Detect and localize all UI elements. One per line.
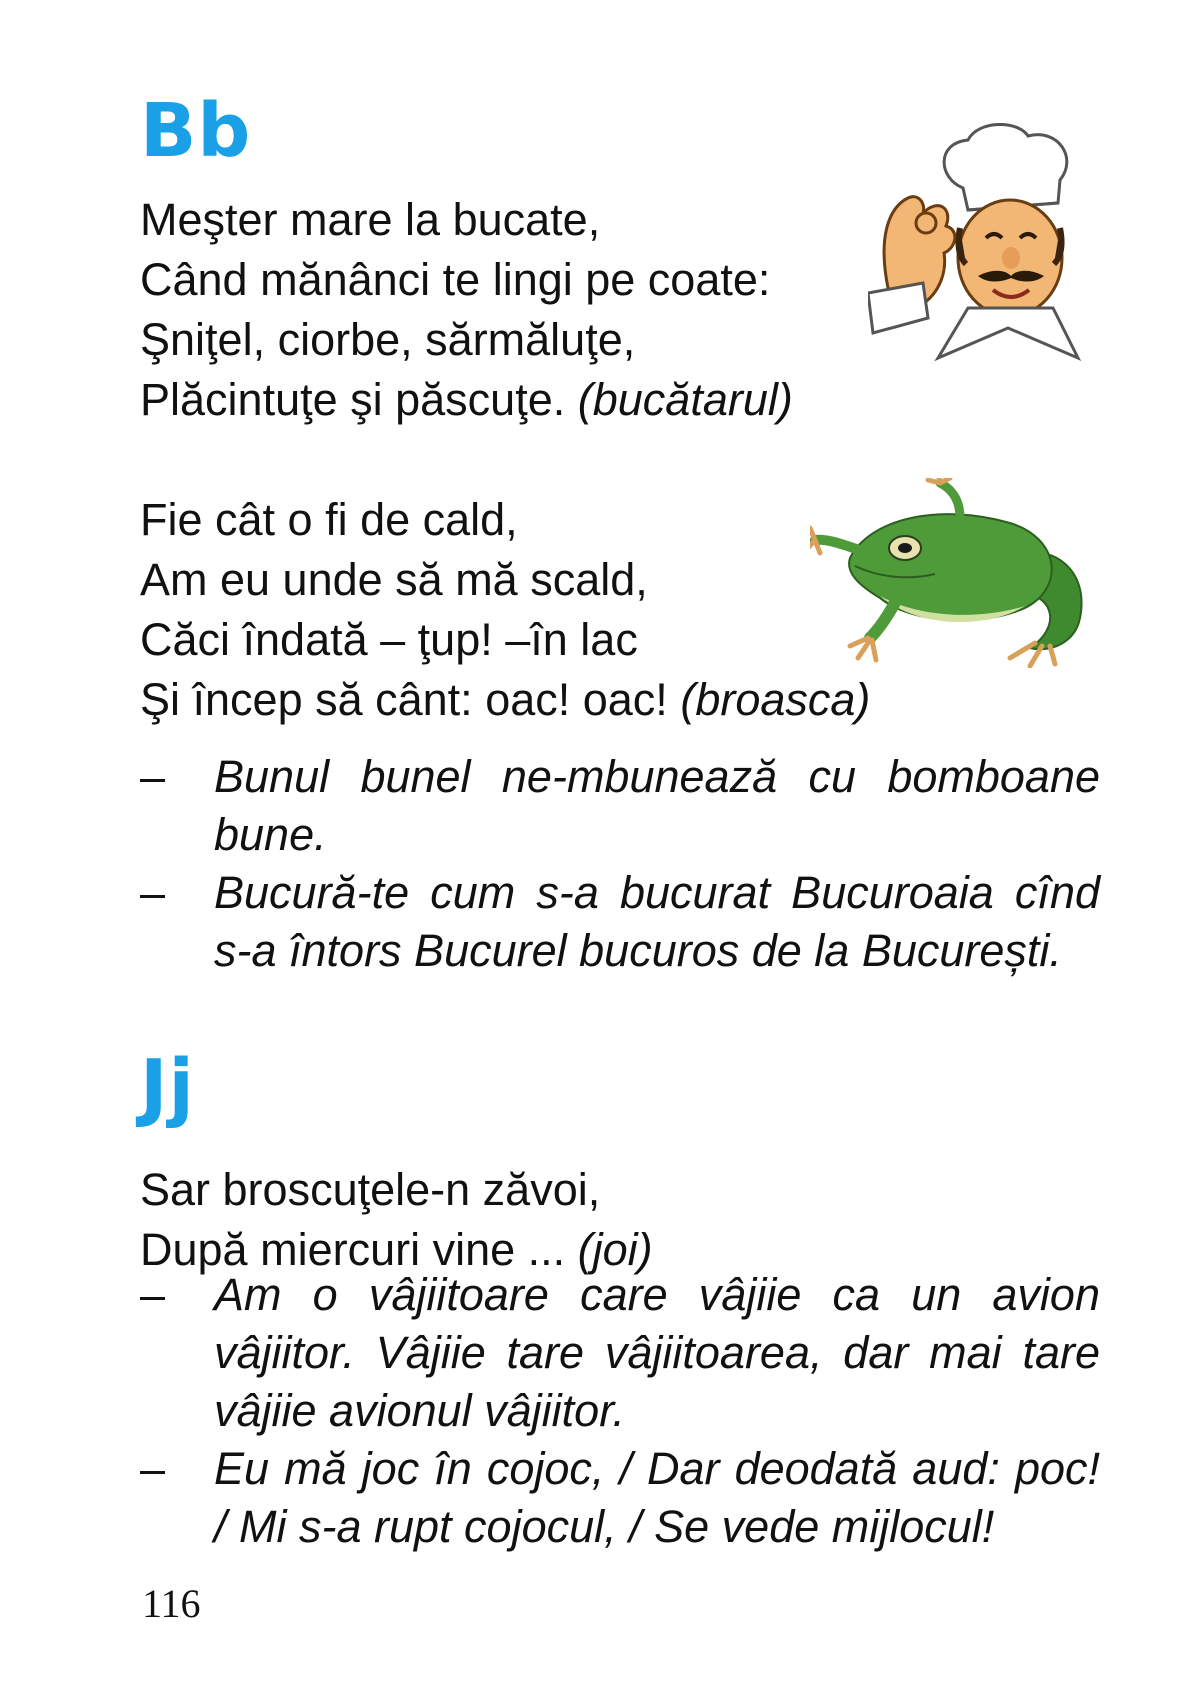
tongue-twister	[140, 748, 1100, 864]
tongue-twister-text: Am o vâjiitoare care vâjiie ca un avion vâjiitor. Vâjiie tare vâjiitoarea, dar mai tare vâjiie avionul vâjiitor.	[214, 1269, 1100, 1436]
riddle-line	[140, 670, 870, 730]
page-number: 116	[142, 1581, 201, 1626]
riddle-answer: (bucătarul)	[577, 374, 793, 425]
tongue-twister-text: Eu mă joc în cojoc, / Dar deodată aud: poc! / Mi s-a rupt cojocul, / Se vede mijlocul!	[214, 1443, 1100, 1552]
riddle-line-text: Plăcintuţe şi păscuţe.	[140, 374, 566, 425]
tongue-twister	[140, 864, 1100, 980]
dash-marker: –	[140, 867, 166, 918]
tongue-twisters-b	[140, 748, 1100, 980]
riddle-line: Sar broscuţele-n zăvoi,	[140, 1164, 601, 1215]
tongue-twister-text: Bucură-te cum s-a bucurat Bucuroaia cînd s-a întors Bucurel bucuros de la București.	[214, 867, 1100, 976]
riddle-answer: (broasca)	[680, 674, 871, 725]
chef-illustration	[868, 118, 1108, 368]
letter-heading-b: Bb	[140, 88, 252, 174]
tongue-twister	[140, 1440, 1100, 1556]
frog-illustration	[810, 478, 1110, 668]
riddle-line: Căci îndată – ţup! –în lac	[140, 614, 638, 665]
riddle-frog	[140, 490, 870, 730]
dash-marker: –	[140, 751, 166, 802]
riddle-answer: (joi)	[577, 1224, 653, 1275]
riddle-line: Când mănânci te lingi pe coate:	[140, 254, 771, 305]
riddle-line-text: Şi încep să cânt: oac! oac!	[140, 674, 668, 725]
riddle-line: Fie cât o fi de cald,	[140, 494, 518, 545]
riddle-line: Şniţel, ciorbe, sărmăluţe,	[140, 314, 636, 365]
riddle-chef	[140, 190, 793, 430]
tongue-twisters-j	[140, 1266, 1100, 1556]
tongue-twister	[140, 1266, 1100, 1440]
riddle-line	[140, 370, 793, 430]
letter-heading-j: Jj	[140, 1044, 195, 1130]
riddle-line: Meşter mare la bucate,	[140, 194, 601, 245]
tongue-twister-text: Bunul bunel ne-mbunează cu bomboane bune.	[214, 751, 1100, 860]
riddle-line: Am eu unde să mă scald,	[140, 554, 648, 605]
riddle-joi	[140, 1160, 653, 1280]
riddle-line-text: După miercuri vine ...	[140, 1224, 566, 1275]
dash-marker: –	[140, 1443, 166, 1494]
dash-marker: –	[140, 1269, 166, 1320]
